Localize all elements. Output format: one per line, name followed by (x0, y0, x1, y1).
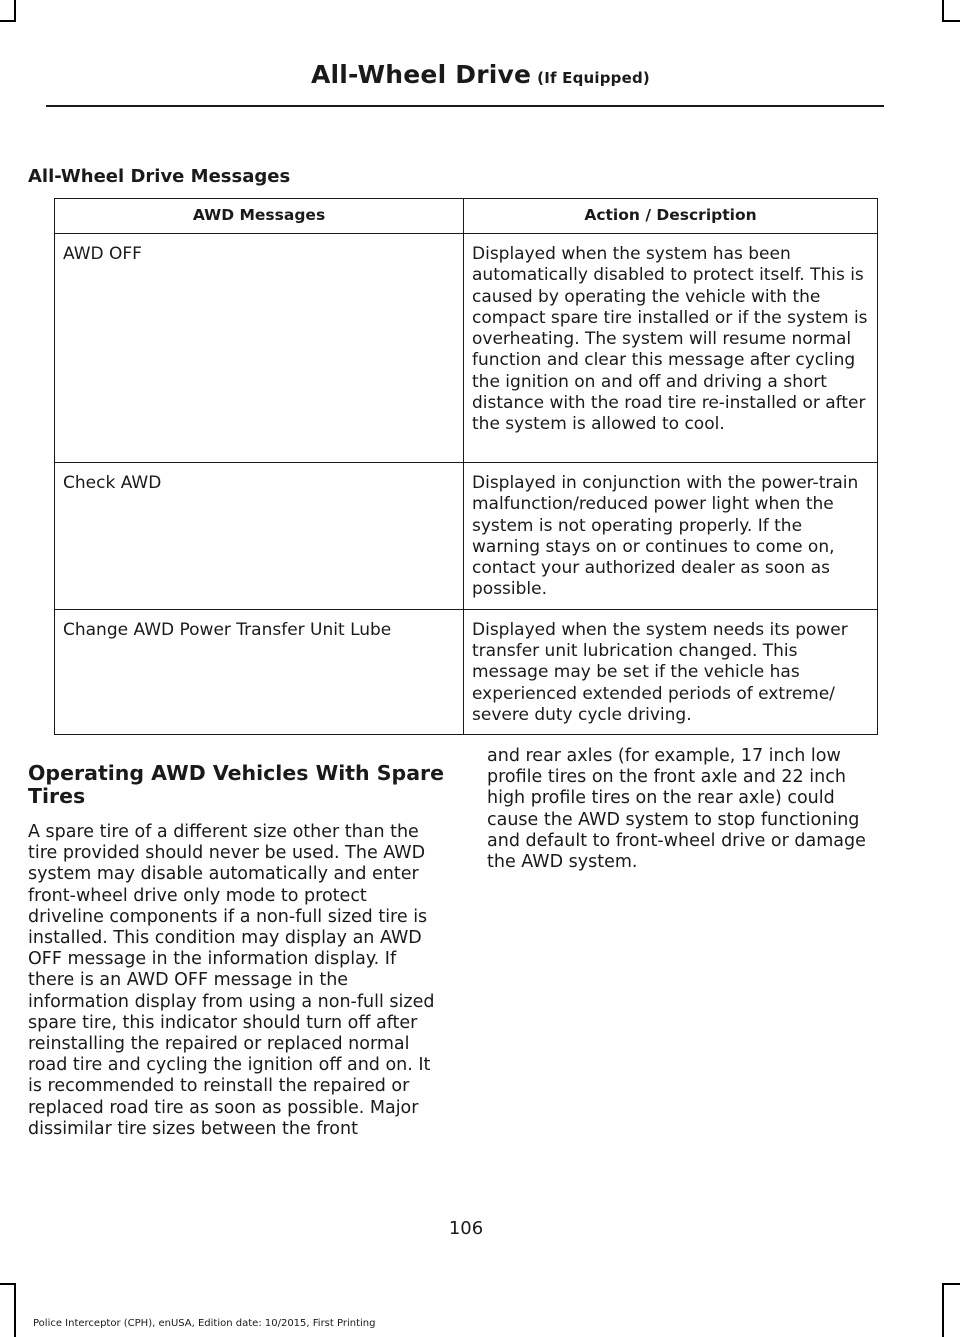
header-subtitle-text: (If Equipped) (537, 69, 650, 87)
section-heading: All-Wheel Drive Messages (28, 166, 291, 187)
message-cell: AWD OFF (55, 234, 464, 463)
awd-messages-table (54, 198, 878, 735)
edition-footer: Police Interceptor (CPH), enUSA, Edition date: 10/2015, First Printing (33, 1318, 376, 1329)
column-header-action-description: Action / Description (464, 199, 878, 234)
crop-mark-bottom-left-vertical (14, 1283, 16, 1337)
crop-mark-bottom-right-vertical (942, 1283, 944, 1337)
header-divider (46, 105, 884, 107)
message-cell: Change AWD Power Transfer Unit Lube (55, 609, 464, 734)
column-header-awd-messages: AWD Messages (55, 199, 464, 234)
header-title-text: All-Wheel Drive (310, 60, 532, 89)
table-row (55, 463, 878, 610)
operating-paragraph-right: and rear axles (for example, 17 inch low profile tires on the front axle and 22 inch high profile tires on the rear axle) could cause the AWD system to stop functioning and default to front-wheel drive or damage the AWD system. (487, 746, 866, 873)
crop-mark-bottom-left-horizontal (0, 1283, 16, 1285)
page-number: 106 (448, 1218, 484, 1239)
page-header-title (311, 60, 650, 89)
message-cell: Check AWD (55, 463, 464, 610)
right-column (487, 746, 881, 873)
crop-mark-top-right-horizontal (942, 20, 960, 22)
left-column (28, 762, 446, 1140)
crop-mark-top-left-horizontal (0, 20, 16, 22)
description-cell: Displayed when the system has been automatically disabled to protect itself. This is caused by operating the vehicle with the compact spare tire installed or if the system is overheating. The system will resume normal function and clear this message after cycling the ignition on and off and driving a short distance with the road tire re-installed or after the system is allowed to cool. (464, 234, 878, 463)
table-row (55, 609, 878, 734)
crop-mark-top-right-vertical (942, 0, 944, 22)
operating-paragraph-left: A spare tire of a different size other than the tire provided should never be used. The AWD system may disable automatically and enter front-wheel drive only mode to protect driveline components if a non-full sized tire is installed. This condition may display an AWD OFF message in the information display. If there is an AWD OFF message in the information display from using a non-full sized spare tire, this indicator should turn off after reinstalling the repaired or replaced normal road tire and cycling the ignition off and on. It is recommended to reinstall the repaired or replaced road tire as soon as possible. Major dissimilar tire sizes between the front (28, 822, 435, 1139)
table-row (55, 234, 878, 463)
operating-heading: Operating AWD Vehicles With Spare Tires (28, 761, 445, 808)
crop-mark-bottom-right-horizontal (942, 1283, 960, 1285)
description-cell: Displayed when the system needs its power transfer unit lubrication changed. This message may be set if the vehicle has experienced extended periods of extreme/ severe duty cycle driving. (464, 609, 878, 734)
crop-mark-top-left-vertical (14, 0, 16, 22)
description-cell: Displayed in conjunction with the power-train malfunction/reduced power light when the system is not operating properly. If the warning stays on or continues to come on, contact your authorized dealer as soon as possible. (464, 463, 878, 610)
table-header-row (55, 199, 878, 234)
